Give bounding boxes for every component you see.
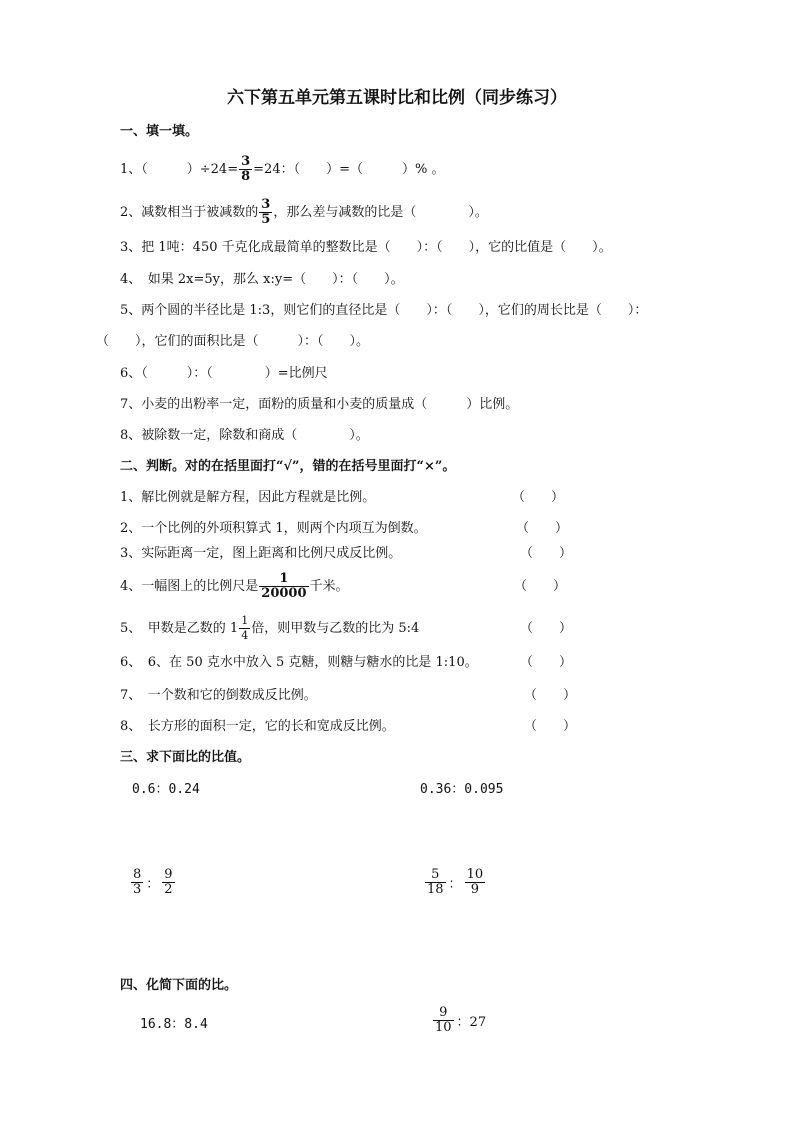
fill-question-4: 4、 如果 2x=5y，那么 x:y=（ ）：（ ）。 (120, 272, 404, 287)
fill-question-3: 3、把 1吨：450 千克化成最简单的整数比是（ ）：（ ），它的比值是（ ）。 (120, 240, 612, 255)
ratio-value-problem-b: 0.36：0.095 (420, 782, 504, 797)
page-title: 六下第五单元第五课时比和比例（同步练习） (227, 88, 567, 108)
judge-q4-prefix: 4、一幅图上的比例尺是 (120, 579, 259, 594)
fill-question-5-line2: （ ），它们的面积比是（ ）：（ ）。 (96, 334, 370, 349)
judge-q5-suffix: 倍，则甲数与乙数的比为 5:4 (251, 621, 420, 636)
ratio-c-colon: ： (146, 877, 160, 892)
fill-q1-denominator: 8 (241, 169, 251, 184)
ratio-d-colon: ： (448, 877, 462, 892)
ratio-d-f1-denominator: 18 (427, 882, 444, 897)
judge-answer-3: （ ） (520, 546, 573, 561)
judge-q5-prefix: 5、 甲数是乙数的 1 (120, 621, 239, 636)
fill-question-6: 6、（ ）：（ ）=比例尺 (120, 366, 328, 381)
ratio-c-fraction-2 (162, 868, 174, 897)
fill-q2-suffix: ，那么差与减数的比是（ ）。 (273, 205, 488, 220)
section-judge-heading: 二、判断。对的在括里面打“√”，错的在括号里面打“×”。 (120, 459, 456, 474)
fill-q1-numerator: 3 (241, 154, 251, 169)
judge-q4-denominator: 20000 (261, 586, 307, 601)
ratio-value-problem-c (130, 868, 176, 897)
simplify-b-numerator: 9 (433, 1006, 454, 1021)
ratio-c-f1-denominator: 3 (133, 882, 142, 897)
fill-q1-suffix: =24：（ ）=（ ）% 。 (253, 162, 445, 177)
fill-q1-prefix: 1、（ ）÷24= (120, 162, 239, 177)
fill-question-5-line1: 5、两个圆的半径比是 1:3，则它们的直径比是（ ）：（ ），它们的周长比是（ ）： (120, 303, 648, 318)
fill-question-7: 7、小麦的出粉率一定，面粉的质量和小麦的质量成（ ）比例。 (120, 397, 519, 412)
judge-q5-denominator: 4 (241, 629, 249, 642)
ratio-value-problem-a: 0.6：0.24 (132, 782, 200, 797)
judge-question-3: 3、实际距离一定，图上距离和比例尺成反比例。 (120, 546, 402, 561)
judge-q5-fraction (239, 614, 250, 643)
fill-q1-fraction (239, 155, 252, 184)
simplify-problem-a: 16.8：8.4 (140, 1017, 208, 1032)
simplify-b-fraction (433, 1006, 454, 1035)
judge-question-7: 7、 一个数和它的倒数成反比例。 (120, 688, 317, 703)
ratio-c-f2-numerator: 9 (164, 867, 173, 882)
judge-answer-5: （ ） (520, 621, 573, 636)
section-fill-heading: 一、填一填。 (120, 124, 199, 139)
fill-question-1 (120, 155, 444, 184)
judge-q4-fraction (259, 572, 308, 601)
simplify-b-suffix: ：27 (456, 1015, 487, 1030)
judge-q5-numerator: 1 (241, 614, 249, 627)
judge-question-2: 2、一个比例的外项积算式 1，则两个内项互为倒数。 (120, 521, 427, 536)
fill-q2-prefix: 2、减数相当于被减数的 (120, 205, 259, 220)
judge-question-4 (120, 572, 349, 601)
fill-q2-fraction (259, 198, 272, 227)
ratio-value-problem-d (424, 868, 486, 897)
judge-answer-8: （ ） (524, 719, 577, 734)
judge-q4-numerator: 1 (259, 572, 308, 587)
section-ratio-value-heading: 三、求下面比的比值。 (120, 750, 251, 765)
ratio-d-fraction-1 (425, 868, 446, 897)
simplify-problem-b (432, 1006, 488, 1035)
fill-question-2 (120, 198, 488, 227)
judge-question-5 (120, 614, 419, 643)
judge-answer-7: （ ） (524, 688, 577, 703)
fill-q2-numerator: 3 (261, 197, 271, 212)
ratio-c-fraction-1 (131, 868, 143, 897)
fill-question-8: 8、被除数一定，除数和商成（ ）。 (120, 428, 369, 443)
section-simplify-heading: 四、化简下面的比。 (120, 978, 238, 993)
judge-question-6: 6、 6、在 50 克水中放入 5 克糖，则糖与糖水的比是 1:10。 (120, 655, 478, 670)
ratio-d-f1-numerator: 5 (425, 868, 446, 883)
judge-answer-2: （ ） (516, 521, 569, 536)
judge-q4-suffix: 千米。 (309, 579, 349, 594)
ratio-c-f2-denominator: 2 (164, 882, 173, 897)
judge-question-8: 8、 长方形的面积一定，它的长和宽成反比例。 (120, 719, 395, 734)
simplify-b-denominator: 10 (435, 1020, 452, 1035)
ratio-d-f2-denominator: 9 (470, 882, 479, 897)
fill-q2-denominator: 5 (261, 212, 271, 227)
ratio-c-f1-numerator: 8 (133, 867, 142, 882)
judge-question-1: 1、解比例就是解方程，因此方程就是比例。 (120, 490, 376, 505)
judge-answer-4: （ ） (514, 579, 567, 594)
ratio-d-fraction-2 (465, 868, 486, 897)
ratio-d-f2-numerator: 10 (466, 867, 484, 882)
judge-answer-6: （ ） (520, 655, 573, 670)
judge-answer-1: （ ） (512, 490, 565, 505)
